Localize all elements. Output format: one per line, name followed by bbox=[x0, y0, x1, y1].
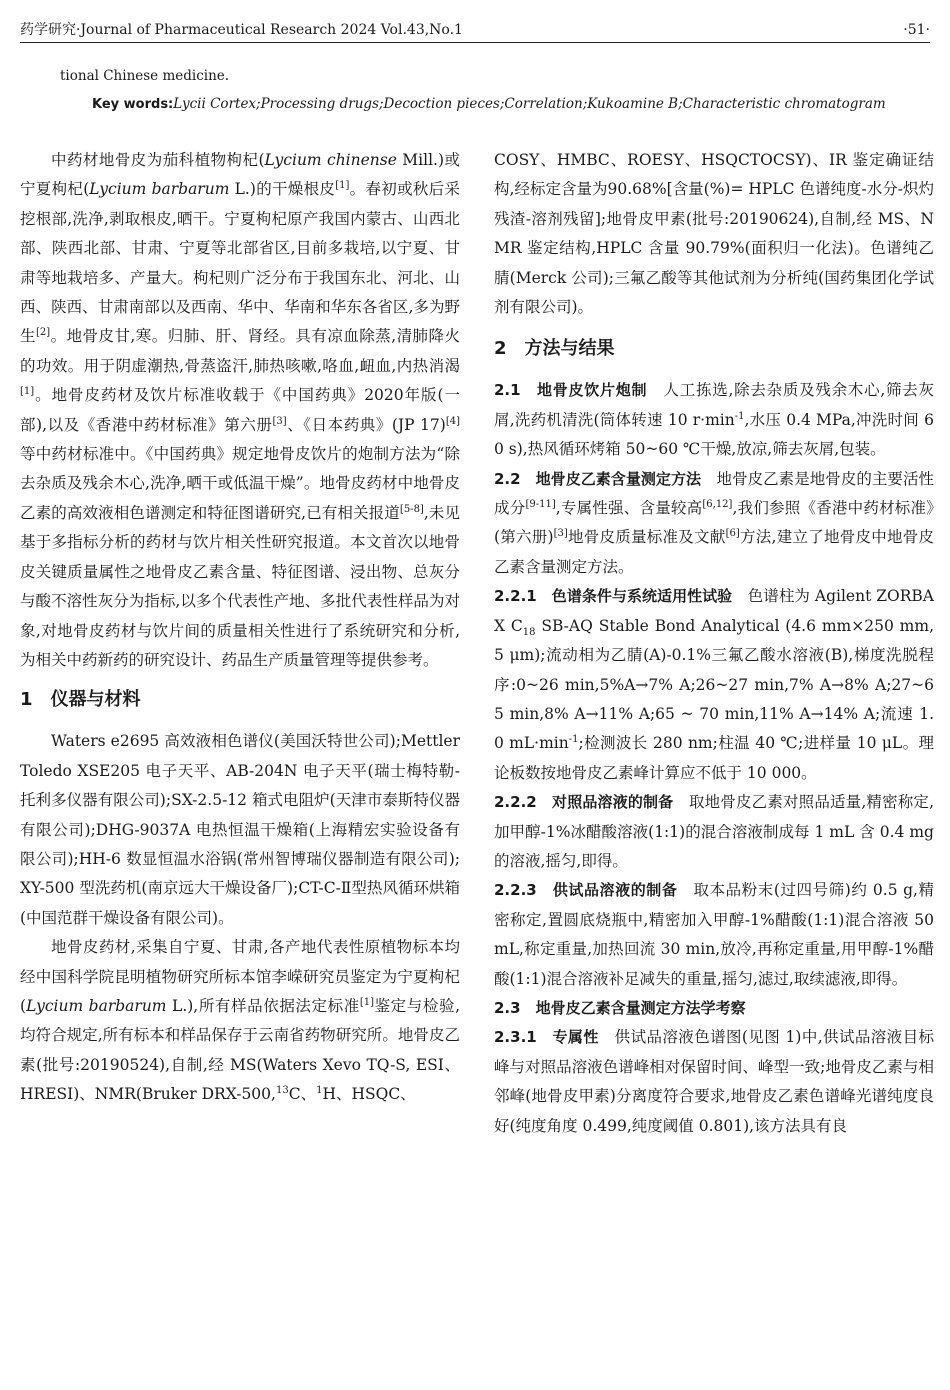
abstract-tail: tional Chinese medicine. bbox=[60, 68, 230, 84]
citation: [6] bbox=[725, 528, 740, 540]
left-column bbox=[20, 146, 460, 1110]
subsection-title: 2.3 地骨皮乙素含量测定方法学考察 bbox=[494, 998, 746, 1017]
subsection-2-2-2: 2.2.2 对照品溶液的制备 取地骨皮乙素对照品适量,精密称定,加甲醇-1%冰醋酸溶液(1:1)的混合溶液制成每 1 mL 含 0.4 mg 的溶液,摇匀,即得。 bbox=[494, 793, 934, 870]
keywords-label: Key words: bbox=[92, 97, 174, 112]
subsection-2-2-3: 2.2.3 供试品溶液的制备 取本品粉末(过四号筛)约 0.5 g,精密称定,置圆底烧瓶中,精密加入甲醇-1%醋酸(1:1)混合溶液 50 mL,称定重量,加热回流 30 min,放冷,再称定重量,用甲醇-1%醋酸(1:1)混合溶液补足减失的重量,摇匀,滤过,取续滤液,即得。 bbox=[494, 881, 934, 988]
subsection-title: 2.2.3 供试品溶液的制备 bbox=[494, 881, 678, 900]
subsection-title: 2.3.1 专属性 bbox=[494, 1028, 599, 1047]
materials-paragraph: 地骨皮药材,采集自宁夏、甘肃,各产地代表性原植物标本均经中国科学院昆明植物研究所标本馆李嵘研究员鉴定为宁夏枸杞(Lycium barbarum L.),所有样品依据法定标准[1]鉴定与检验,均符合规定,所有标本和样品保存于云南省药物研究所。地骨皮乙素(批号:20190524),自制,经 MS(Waters Xevo TQ-S, ESI、HRESI)、NMR(Bruker DRX-500,13C、$^1$H、HSQC、 bbox=[20, 938, 460, 1104]
citation: [3] bbox=[272, 415, 287, 427]
citation: [2] bbox=[35, 327, 51, 339]
citation: [1] bbox=[335, 180, 350, 192]
subsection-2-3-1: 2.3.1 专属性 供试品溶液色谱图(见图 1)中,供试品溶液目标峰与对照品溶液色谱峰相对保留时间、峰型一致;地骨皮乙素与相邻峰(地骨皮甲素)分离度符合要求,地骨皮乙素色谱峰光谱纯度良好(纯度角度 0.499,纯度阈值 0.801),该方法具有良 bbox=[494, 1028, 934, 1135]
journal-title: 药学研究·Journal of Pharmaceutical Research 2024 Vol.43,No.1 bbox=[20, 22, 463, 38]
instruments-paragraph: Waters e2695 高效液相色谱仪(美国沃特世公司);Mettler Toledo XSE205 电子天平、AB-204N 电子天平(瑞士梅特勒-托利多仪器有限公司);SX-2.5-12 箱式电阻炉(天津市泰斯特仪器有限公司);DHG-9037A 电热恒温干燥箱(上海精宏实验设备有限公司);HH-6 数显恒温水浴锅(常州智博瑞仪器制造有限公司);XY-500 型洗药机(南京远大干燥设备厂);CT-C-Ⅱ型热风循环烘箱(中国范群干燥设备有限公司)。 bbox=[20, 732, 460, 927]
intro-paragraph: 中药材地骨皮为茄科植物枸杞(Lycium chinense Mill.)或宁夏枸杞(Lycium barbarum L.)的干燥根皮[1]。春初或秋后采挖根部,洗净,剥取根皮,晒干。宁夏枸杞原产我国内蒙古、山西北部、陕西北部、甘肃、宁夏等北部省区,目前多栽培,以宁夏、甘肃等地栽培多、产量大。枸杞则广泛分布于我国东北、河北、山西、陕西、甘肃南部以及西南、华中、华南和华东各省区,多为野生[2]。地骨皮甘,寒。归肺、肝、肾经。具有凉血除蒸,清肺降火的功效。用于阴虚潮热,骨蒸盗汗,肺热咳嗽,咯血,衄血,内热消渴[1]。地骨皮药材及饮片标准收载于《中国药典》2020年版(一部),以及《香港中药材标准》第六册[3]、《日本药典》(JP 17)[4]等中药材标准中。《中国药典》规定地骨皮饮片的炮制方法为“除去杂质及残余木心,洗净,晒干或低温干燥”。地骨皮药材中地骨皮乙素的高效液相色谱测定和特征图谱研究,已有相关报道[5-8],未见基于多指标分析的药材与饮片相关性研究报道。本文首次以地骨皮关键质量属性之地骨皮乙素含量、特征图谱、浸出物、总灰分与酸不溶性灰分为指标,以多个代表性产地、多批代表性样品为对象,对地骨皮药材与饮片间的质量相关性进行了系统研究和分析,为相关中药新药的研究设计、药品生产质量管理等提供参考。 bbox=[20, 151, 461, 669]
subsection-title: 2.2 地骨皮乙素含量测定方法 bbox=[494, 469, 702, 488]
section-heading-1: 1 仪器与材料 bbox=[20, 689, 141, 711]
citation: [6,12] bbox=[702, 498, 733, 510]
subsection-2-2-1: 2.2.1 色谱条件与系统适用性试验 色谱柱为 Agilent ZORBAX $C_{18}$ SB-AQ Stable Bond Analytical (4.6 mm×250 mm,5 μm);流动相为乙腈(A)-0.1%三氟乙酸水溶液(B),梯度洗脱程序:0~26 min,5%A→7% A;26~27 min,7% A→8% A;27~65 min,8% A→11% A;65 ~ 70 min,11% A→14% A;流速 1.0 $mL\cdot\min^{-1}$;检测波长 280 nm;柱温 40 ℃;进样量 10 μL。理论板数按地骨皮乙素峰计算应不低于 10 000。 bbox=[494, 587, 935, 782]
citation: [4] bbox=[445, 415, 461, 427]
page-number: ·51· bbox=[903, 22, 930, 38]
running-header bbox=[20, 20, 930, 43]
subsection-title: 2.2.2 对照品溶液的制备 bbox=[494, 793, 674, 812]
keywords-line bbox=[92, 96, 886, 112]
right-column bbox=[494, 146, 934, 1141]
species-name: Lycium chinense bbox=[264, 151, 397, 169]
species-name: Lycium barbarum bbox=[26, 996, 167, 1015]
citation: [5-8] bbox=[399, 503, 424, 515]
section-heading-2: 2 方法与结果 bbox=[494, 338, 615, 360]
subsection-2-2: 2.2 地骨皮乙素含量测定方法 地骨皮乙素是地骨皮的主要活性成分[9-11],专属性强、含量较高[6,12],我们参照《香港中药材标准》(第六册)[3]地骨皮质量标准及文献[6]方法,建立了地骨皮中地骨皮乙素含量测定方法。 bbox=[494, 469, 934, 576]
subsection-2-3 bbox=[494, 994, 934, 1023]
subsection-title: 2.2.1 色谱条件与系统适用性试验 bbox=[494, 587, 733, 606]
citation: [1] bbox=[20, 386, 35, 398]
species-name: Lycium barbarum bbox=[89, 180, 230, 199]
citation: [3] bbox=[553, 528, 568, 540]
citation: [1] bbox=[359, 996, 374, 1008]
citation: [9-11] bbox=[525, 498, 556, 510]
subsection-2-1: 2.1 地骨皮饮片炮制 人工拣选,除去杂质及残余木心,筛去灰屑,洗药机清洗(筒体转速 10 $r\cdot\min^{-1}$,水压 0.4 MPa,冲洗时间 60 s),热风循环烤箱 50~60 ℃干燥,放凉,筛去灰屑,包装。 bbox=[494, 381, 934, 459]
materials-paragraph-cont: COSY、HMBC、ROESY、HSQCTOCSY)、IR 鉴定确证结构,经标定含量为90.68%[含量(%)= HPLC 色谱纯度-水分-炽灼残渣-溶剂残留];地骨皮甲素(批号:20190624),自制,经 MS、NMR 鉴定结构,HPLC 含量 90.79%(面积归一化法)。色谱纯乙腈(Merck 公司);三氟乙酸等其他试剂为分析纯(国药集团化学试剂有限公司)。 bbox=[494, 151, 934, 317]
keywords-terms: Lycii Cortex;Processing drugs;Decoction pieces;Correlation;Kukoamine B;Characteristic chromatogram bbox=[173, 96, 886, 112]
subsection-title: 2.1 地骨皮饮片炮制 bbox=[494, 381, 648, 400]
